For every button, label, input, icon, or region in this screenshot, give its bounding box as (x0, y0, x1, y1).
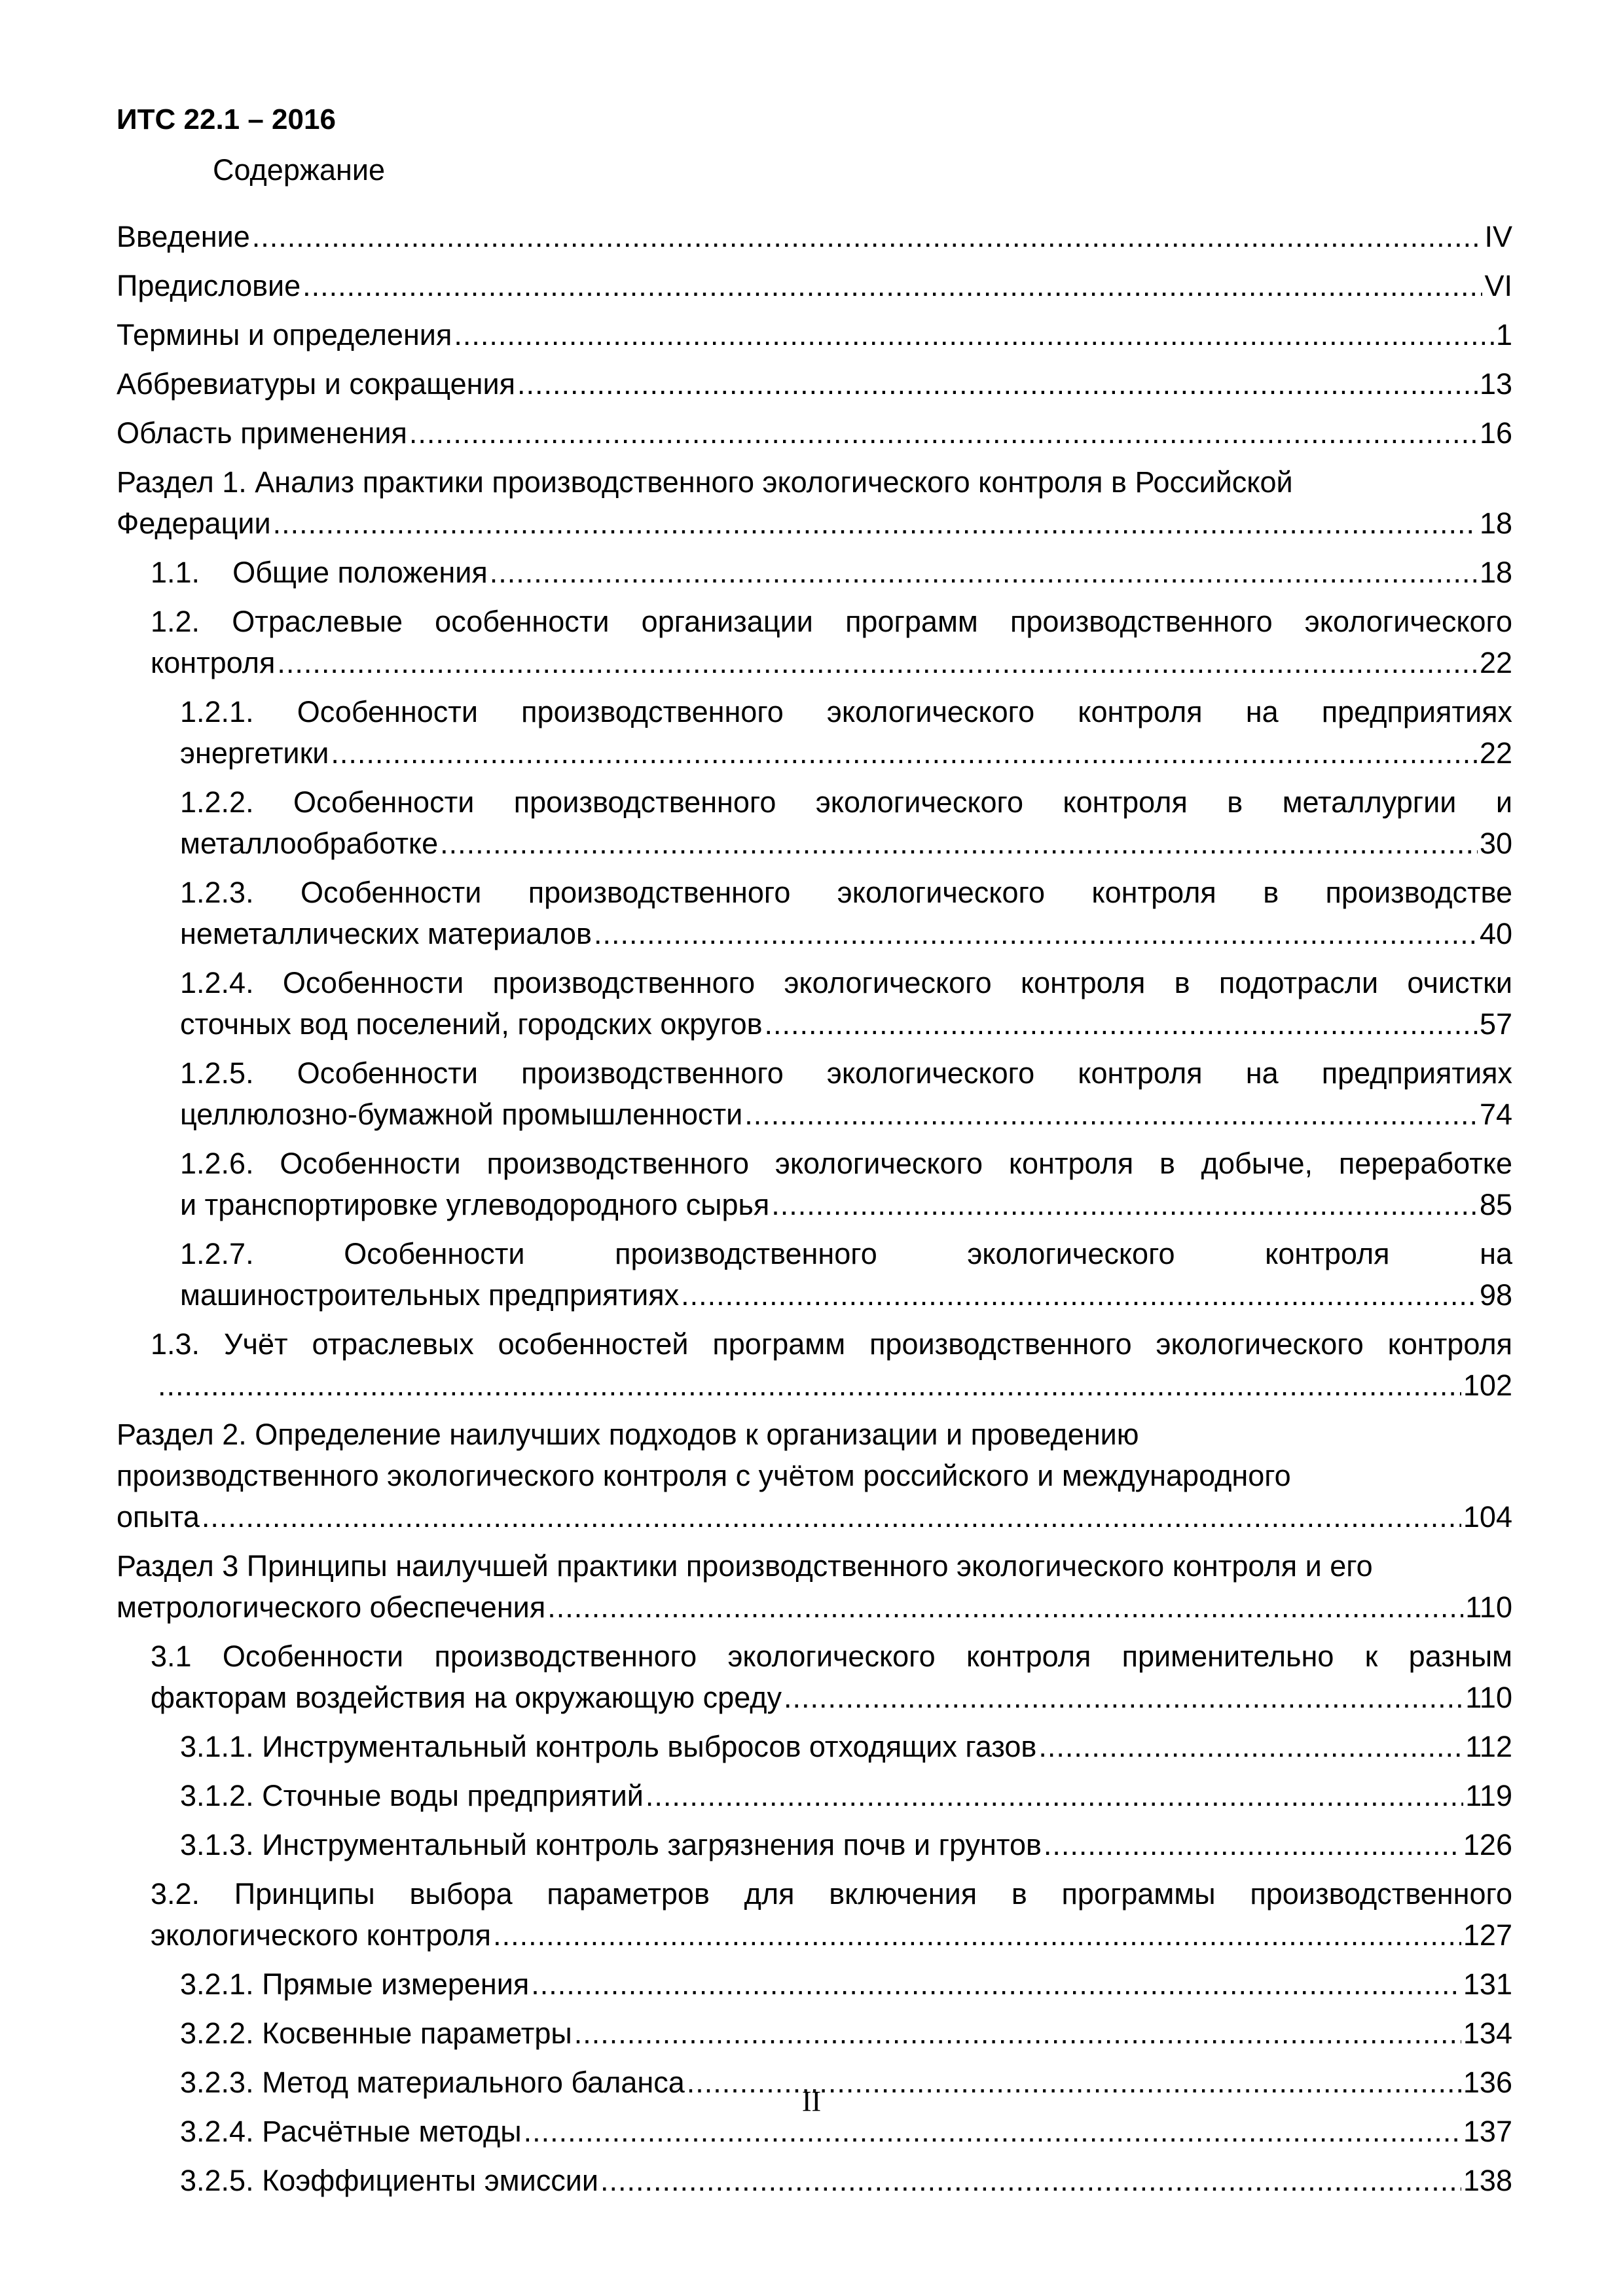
toc-title: Содержание (213, 153, 385, 187)
toc-page-number: 74 (1479, 1098, 1512, 1131)
toc-page-number: 127 (1463, 1918, 1512, 1952)
dot-leader (531, 1964, 1461, 2005)
toc-page-number: 136 (1463, 2066, 1512, 2099)
dot-leader (517, 363, 1478, 404)
toc-entry[interactable] (151, 1873, 1512, 1956)
toc-entry-title: экологического контроля (151, 1918, 492, 1952)
toc-entry-text: Раздел 1. Анализ практики производственного экологического контроля в Российской (117, 465, 1293, 499)
dot-leader (302, 265, 1482, 306)
toc-page-number: 134 (1463, 2017, 1512, 2050)
toc-page-number: 30 (1479, 827, 1512, 860)
toc-entry-title: 3.1.3. Инструментальный контроль загрязнения почв и грунтов (180, 1828, 1042, 1861)
toc-entry-title: 3.1.1. Инструментальный контроль выбросов отходящих газов (180, 1730, 1037, 1763)
toc-entry-title: 3.2.1. Прямые измерения (180, 1967, 530, 2001)
toc-entry[interactable] (117, 265, 1512, 306)
toc-entry-title: неметаллических материалов (180, 917, 592, 950)
dot-leader (1038, 1726, 1463, 1767)
toc-entry[interactable] (180, 872, 1512, 954)
dot-leader (273, 503, 1478, 544)
toc-entry-text: 1.2.5. Особенности производственного экологического контроля на предприятиях (180, 1056, 1512, 1090)
table-of-contents (117, 216, 1512, 2209)
toc-page-number: 57 (1479, 1007, 1512, 1041)
toc-entry[interactable] (180, 781, 1512, 864)
toc-entry-text: 1.2. Отраслевые особенности организации программ производственного экологического (151, 605, 1512, 638)
toc-entry-title: 1.1. Общие положения (151, 556, 488, 589)
dot-leader (202, 1496, 1461, 1537)
toc-entry-title: контроля (151, 646, 276, 679)
toc-entry-title: Термины и определения (117, 318, 452, 351)
toc-page-number: 18 (1479, 507, 1512, 540)
toc-page-number: 110 (1465, 1590, 1512, 1624)
toc-page-number: 22 (1479, 736, 1512, 770)
dot-leader (454, 314, 1494, 355)
dot-leader (409, 412, 1478, 454)
toc-entry-text: Раздел 2. Определение наилучших подходов к организации и проведению (117, 1418, 1139, 1451)
toc-page-number: 13 (1479, 367, 1512, 401)
toc-entry-title: 3.1.2. Сточные воды предприятий (180, 1779, 644, 1812)
toc-entry[interactable] (180, 2160, 1512, 2201)
toc-page-number: 138 (1463, 2164, 1512, 2197)
toc-entry[interactable] (151, 1323, 1512, 1406)
dot-leader (784, 1677, 1463, 1718)
toc-page-number: VI (1484, 269, 1512, 302)
toc-page-number: 131 (1463, 1967, 1512, 2001)
dot-leader (547, 1587, 1463, 1628)
toc-entry[interactable] (180, 691, 1512, 774)
toc-entry-title: Область применения (117, 416, 407, 450)
dot-leader (646, 1775, 1463, 1816)
toc-entry-title: машиностроительных предприятиях (180, 1278, 680, 1312)
toc-entry-title: 3.2.4. Расчётные методы (180, 2115, 522, 2148)
toc-page-number: 126 (1463, 1828, 1512, 1861)
toc-entry[interactable] (117, 412, 1512, 454)
toc-entry-text: 3.2. Принципы выбора параметров для включения в программы производственного (151, 1877, 1512, 1910)
toc-entry-title: Предисловие (117, 269, 301, 302)
toc-entry[interactable] (117, 314, 1512, 355)
dot-leader (681, 1274, 1478, 1316)
toc-page-number: 112 (1465, 1730, 1512, 1763)
toc-entry[interactable] (117, 1414, 1512, 1537)
dot-leader (277, 642, 1478, 683)
toc-page-number: 104 (1463, 1500, 1512, 1534)
toc-entry[interactable] (117, 461, 1512, 544)
toc-entry[interactable] (151, 1636, 1512, 1718)
toc-entry-title: Аббревиатуры и сокращения (117, 367, 515, 401)
dot-leader (765, 1003, 1478, 1045)
toc-page-number: 40 (1479, 917, 1512, 950)
toc-page-number: 1 (1495, 318, 1512, 351)
toc-entry-title: и транспортировке углеводородного сырья (180, 1188, 770, 1221)
toc-page-number: 110 (1465, 1681, 1512, 1714)
toc-page-number: 22 (1479, 646, 1512, 679)
toc-entry[interactable] (117, 363, 1512, 404)
toc-page-number: 102 (1463, 1369, 1512, 1402)
toc-entry-text: 1.3. Учёт отраслевых особенностей программ производственного экологического контроля (151, 1327, 1512, 1361)
toc-entry-title: метрологического обеспечения (117, 1590, 546, 1624)
dot-leader (490, 552, 1478, 593)
toc-entry[interactable] (180, 962, 1512, 1045)
toc-entry[interactable] (180, 1964, 1512, 2005)
toc-entry-text: 1.2.3. Особенности производственного экологического контроля в производстве (180, 876, 1512, 909)
dot-leader (493, 1914, 1461, 1956)
toc-entry[interactable] (180, 1775, 1512, 1816)
dot-leader (440, 823, 1478, 864)
toc-entry-title: 3.2.3. Метод материального баланса (180, 2066, 685, 2099)
toc-page-number: 85 (1479, 1188, 1512, 1221)
toc-entry[interactable] (180, 1143, 1512, 1225)
dot-leader (158, 1365, 1461, 1406)
toc-entry-text: 1.2.6. Особенности производственного экологического контроля в добыче, переработке (180, 1147, 1512, 1180)
toc-entry[interactable] (180, 1233, 1512, 1316)
dot-leader (574, 2013, 1461, 2054)
toc-entry-text: 1.2.7. Особенности производственного экологического контроля на (180, 1237, 1512, 1270)
toc-entry-title: факторам воздействия на окружающую среду (151, 1681, 782, 1714)
dot-leader (600, 2160, 1461, 2201)
toc-page-number: IV (1484, 220, 1512, 253)
dot-leader (1044, 1824, 1461, 1865)
toc-entry-text: 3.1 Особенности производственного экологического контроля применительно к разным (151, 1640, 1512, 1673)
toc-entry-title: металлообработке (180, 827, 439, 860)
document-code: ИТС 22.1 – 2016 (117, 103, 336, 135)
toc-entry[interactable] (180, 2013, 1512, 2054)
toc-entry-title: 3.2.5. Коэффициенты эмиссии (180, 2164, 599, 2197)
toc-page-number: 137 (1463, 2115, 1512, 2148)
toc-entry-text: производственного экологического контроля с учётом российского и международного (117, 1459, 1291, 1492)
toc-page-number: 18 (1479, 556, 1512, 589)
toc-entry[interactable] (151, 552, 1512, 593)
dot-leader (771, 1184, 1478, 1225)
toc-entry[interactable] (180, 1824, 1512, 1865)
toc-entry[interactable] (151, 601, 1512, 683)
toc-entry-title: сточных вод поселений, городских округов (180, 1007, 763, 1041)
toc-entry-text: 1.2.4. Особенности производственного экологического контроля в подотрасли очистки (180, 966, 1512, 999)
toc-entry[interactable] (117, 216, 1512, 257)
toc-entry[interactable] (180, 1052, 1512, 1135)
dot-leader (331, 732, 1478, 774)
toc-page-number: 98 (1479, 1278, 1512, 1312)
toc-entry-title: опыта (117, 1500, 200, 1534)
dot-leader (594, 913, 1478, 954)
toc-entry-title: целлюлозно-бумажной промышленности (180, 1098, 743, 1131)
toc-entry-title: Введение (117, 220, 250, 253)
toc-entry-text: 1.2.2. Особенности производственного экологического контроля в металлургии и (180, 785, 1512, 819)
toc-entry[interactable] (180, 1726, 1512, 1767)
toc-entry-title: Федерации (117, 507, 271, 540)
toc-entry-title: 3.2.2. Косвенные параметры (180, 2017, 572, 2050)
toc-entry-title: энергетики (180, 736, 329, 770)
page-number: II (801, 2085, 822, 2117)
dot-leader (252, 216, 1483, 257)
toc-page-number: 16 (1479, 416, 1512, 450)
toc-entry[interactable] (117, 1545, 1512, 1628)
toc-entry-text: Раздел 3 Принципы наилучшей практики производственного экологического контроля и его (117, 1549, 1373, 1583)
dot-leader (744, 1094, 1478, 1135)
toc-page-number: 119 (1465, 1779, 1512, 1812)
toc-entry-text: 1.2.1. Особенности производственного экологического контроля на предприятиях (180, 695, 1512, 728)
